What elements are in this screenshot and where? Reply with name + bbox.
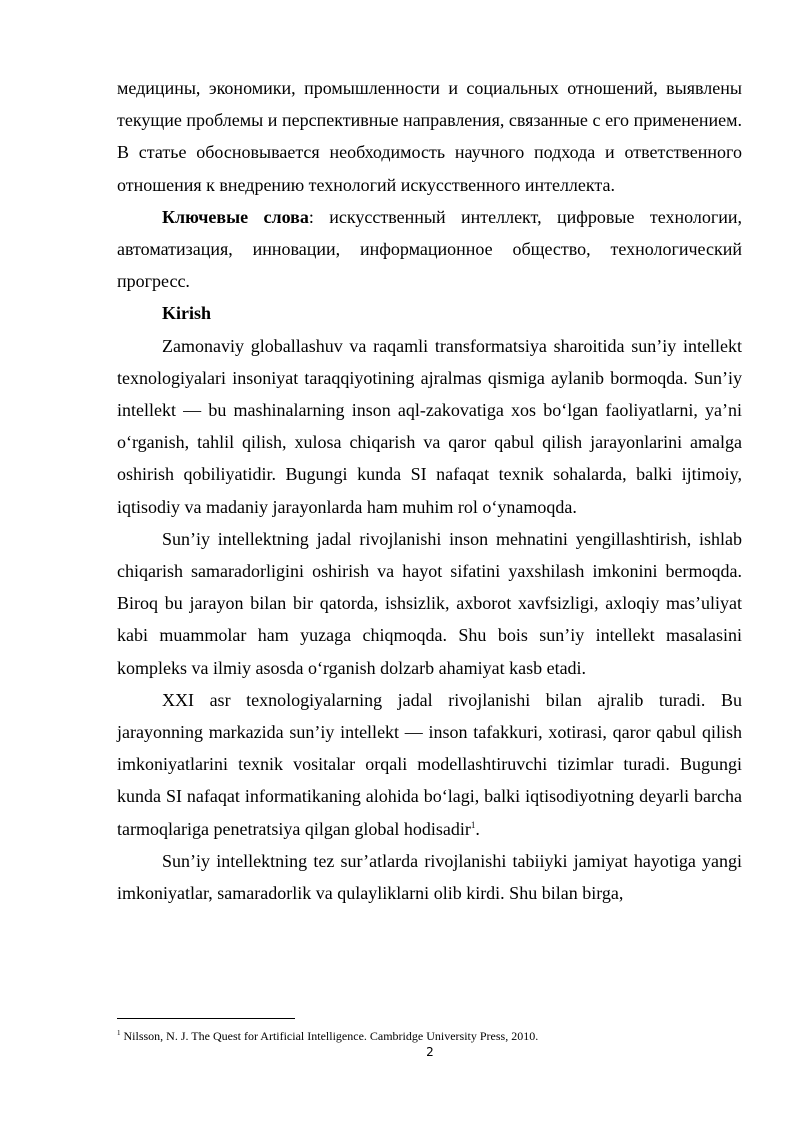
paragraph-4: Sun’iy intellektning tez sur’atlarda rivojlanishi tabiiyki jamiyat hayotiga yangi imkoniyatlar, samaradorlik va qulayliklarni olib kirdi. Shu bilan birga,	[117, 850, 742, 904]
paragraph-3	[117, 684, 742, 845]
abstract-continuation: медицины, экономики, промышленности и социальных отношений, выявлены текущие проблемы и перспективные направления, связанные с его применением. В статье обосновывается необходимость научного подхода и ответственного отношения к внедрению технологий искусственного интеллекта.	[117, 78, 742, 195]
page-number: 2	[426, 1045, 434, 1059]
keywords-text: : искусственный интеллект, цифровые технологии, автоматизация, инновации, информационное общество, технологический прогресс.	[117, 206, 742, 292]
paragraph-3-end: .	[475, 818, 480, 839]
paragraph-2: Sun’iy intellektning jadal rivojlanishi inson mehnatini yengillashtirish, ishlab chiqarish samaradorligini oshirish va hayot sifatini yaxshilash imkonini bermoqda. Biroq bu jarayon bilan bir qatorda, ishsizlik, axborot xavfsizligi, axloqiy mas’uliyat kabi muammolar ham yuzaga chiqmoqda. Shu bois sun’iy intellekt masalasini kompleks va ilmiy asosda o‘rganish dolzarb ahamiyat kasb etadi.	[117, 528, 742, 678]
paragraph-1: Zamonaviy globallashuv va raqamli transformatsiya sharoitida sun’iy intellekt texnologiyalari insoniyat taraqqiyotining ajralmas qismiga aylanib bormoqda. Sun’iy intellekt — bu mashinalarning inson aql-zakovatiga xos bo‘lgan faoliyatlarni, ya’ni o‘rganish, tahlil qilish, xulosa chiqarish va qaror qabul qilish jarayonlarini amalga oshirish qobiliyatidir. Bugungi kunda SI nafaqat texnik sohalarda, balki ijtimoiy, iqtisodiy va madaniy jarayonlarda ham muhim rol o‘ynamoqda.	[117, 335, 742, 517]
body-text	[117, 72, 742, 909]
keywords-label: Ключевые слова	[162, 206, 309, 227]
footnote	[117, 1029, 742, 1044]
footnote-text: Nilsson, N. J. The Quest for Artificial Intelligence. Cambridge University Press, 2010.	[120, 1029, 539, 1043]
footnote-separator	[117, 1018, 295, 1019]
keywords-paragraph	[117, 201, 742, 298]
paragraph-3-text: XXI asr texnologiyalarning jadal rivojlanishi bilan ajralib turadi. Bu jarayonning markazida sun’iy intellekt — inson tafakkuri, xotirasi, qaror qabul qilish imkoniyatlarini texnik vositalar orqali modellashtiruvchi tizimlar turadi. Bugungi kunda SI nafaqat informatikaning alohida bo‘lagi, balki iqtisodiyotning deyarli barcha tarmoqlariga penetratsiya qilgan global hodisadir	[117, 689, 742, 839]
footnote-number: 1	[117, 1029, 121, 1037]
footnote-reference[interactable]: 1	[470, 819, 476, 830]
section-heading: Kirish	[162, 303, 212, 324]
